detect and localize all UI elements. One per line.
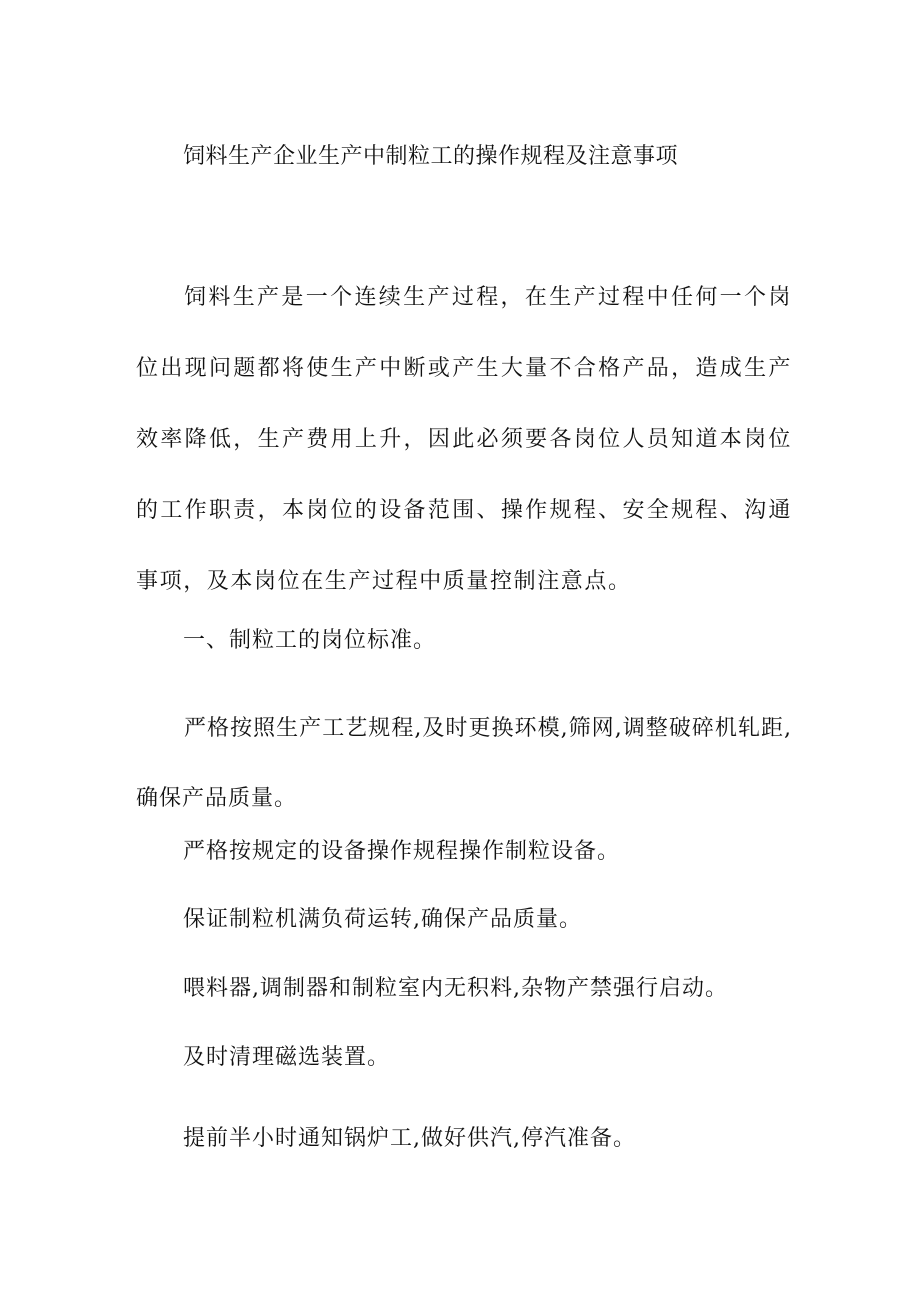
document-title: 饲料生产企业生产中制粒工的操作规程及注意事项 <box>183 144 679 169</box>
list-item: 保证制粒机满负荷运转,确保产品质量。 <box>183 907 582 932</box>
list-item: 严格按照生产工艺规程,及时更换环模,筛网,调整破碎机轧距,确保产品质量。 <box>136 716 792 811</box>
list-item: 喂料器,调制器和制粒室内无积料,杂物产禁强行启动。 <box>183 976 728 1001</box>
list-item: 提前半小时通知锅炉工,做好供汽,停汽准备。 <box>183 1126 636 1151</box>
list-item: 严格按规定的设备操作规程操作制粒设备。 <box>183 839 621 864</box>
intro-paragraph: 饲料生产是一个连续生产过程，在生产过程中任何一个岗位出现问题都将使生产中断或产生大量不合格产品，造成生产效率降低，生产费用上升，因此必须要各岗位人员知道本岗位的工作职责，本岗位的设备范围、操作规程、安全规程、沟通事项，及本岗位在生产过程中质量控制注意点。 <box>136 285 792 594</box>
list-item: 及时清理磁选装置。 <box>183 1045 391 1070</box>
section-heading: 一、制粒工的岗位标准。 <box>183 628 437 653</box>
